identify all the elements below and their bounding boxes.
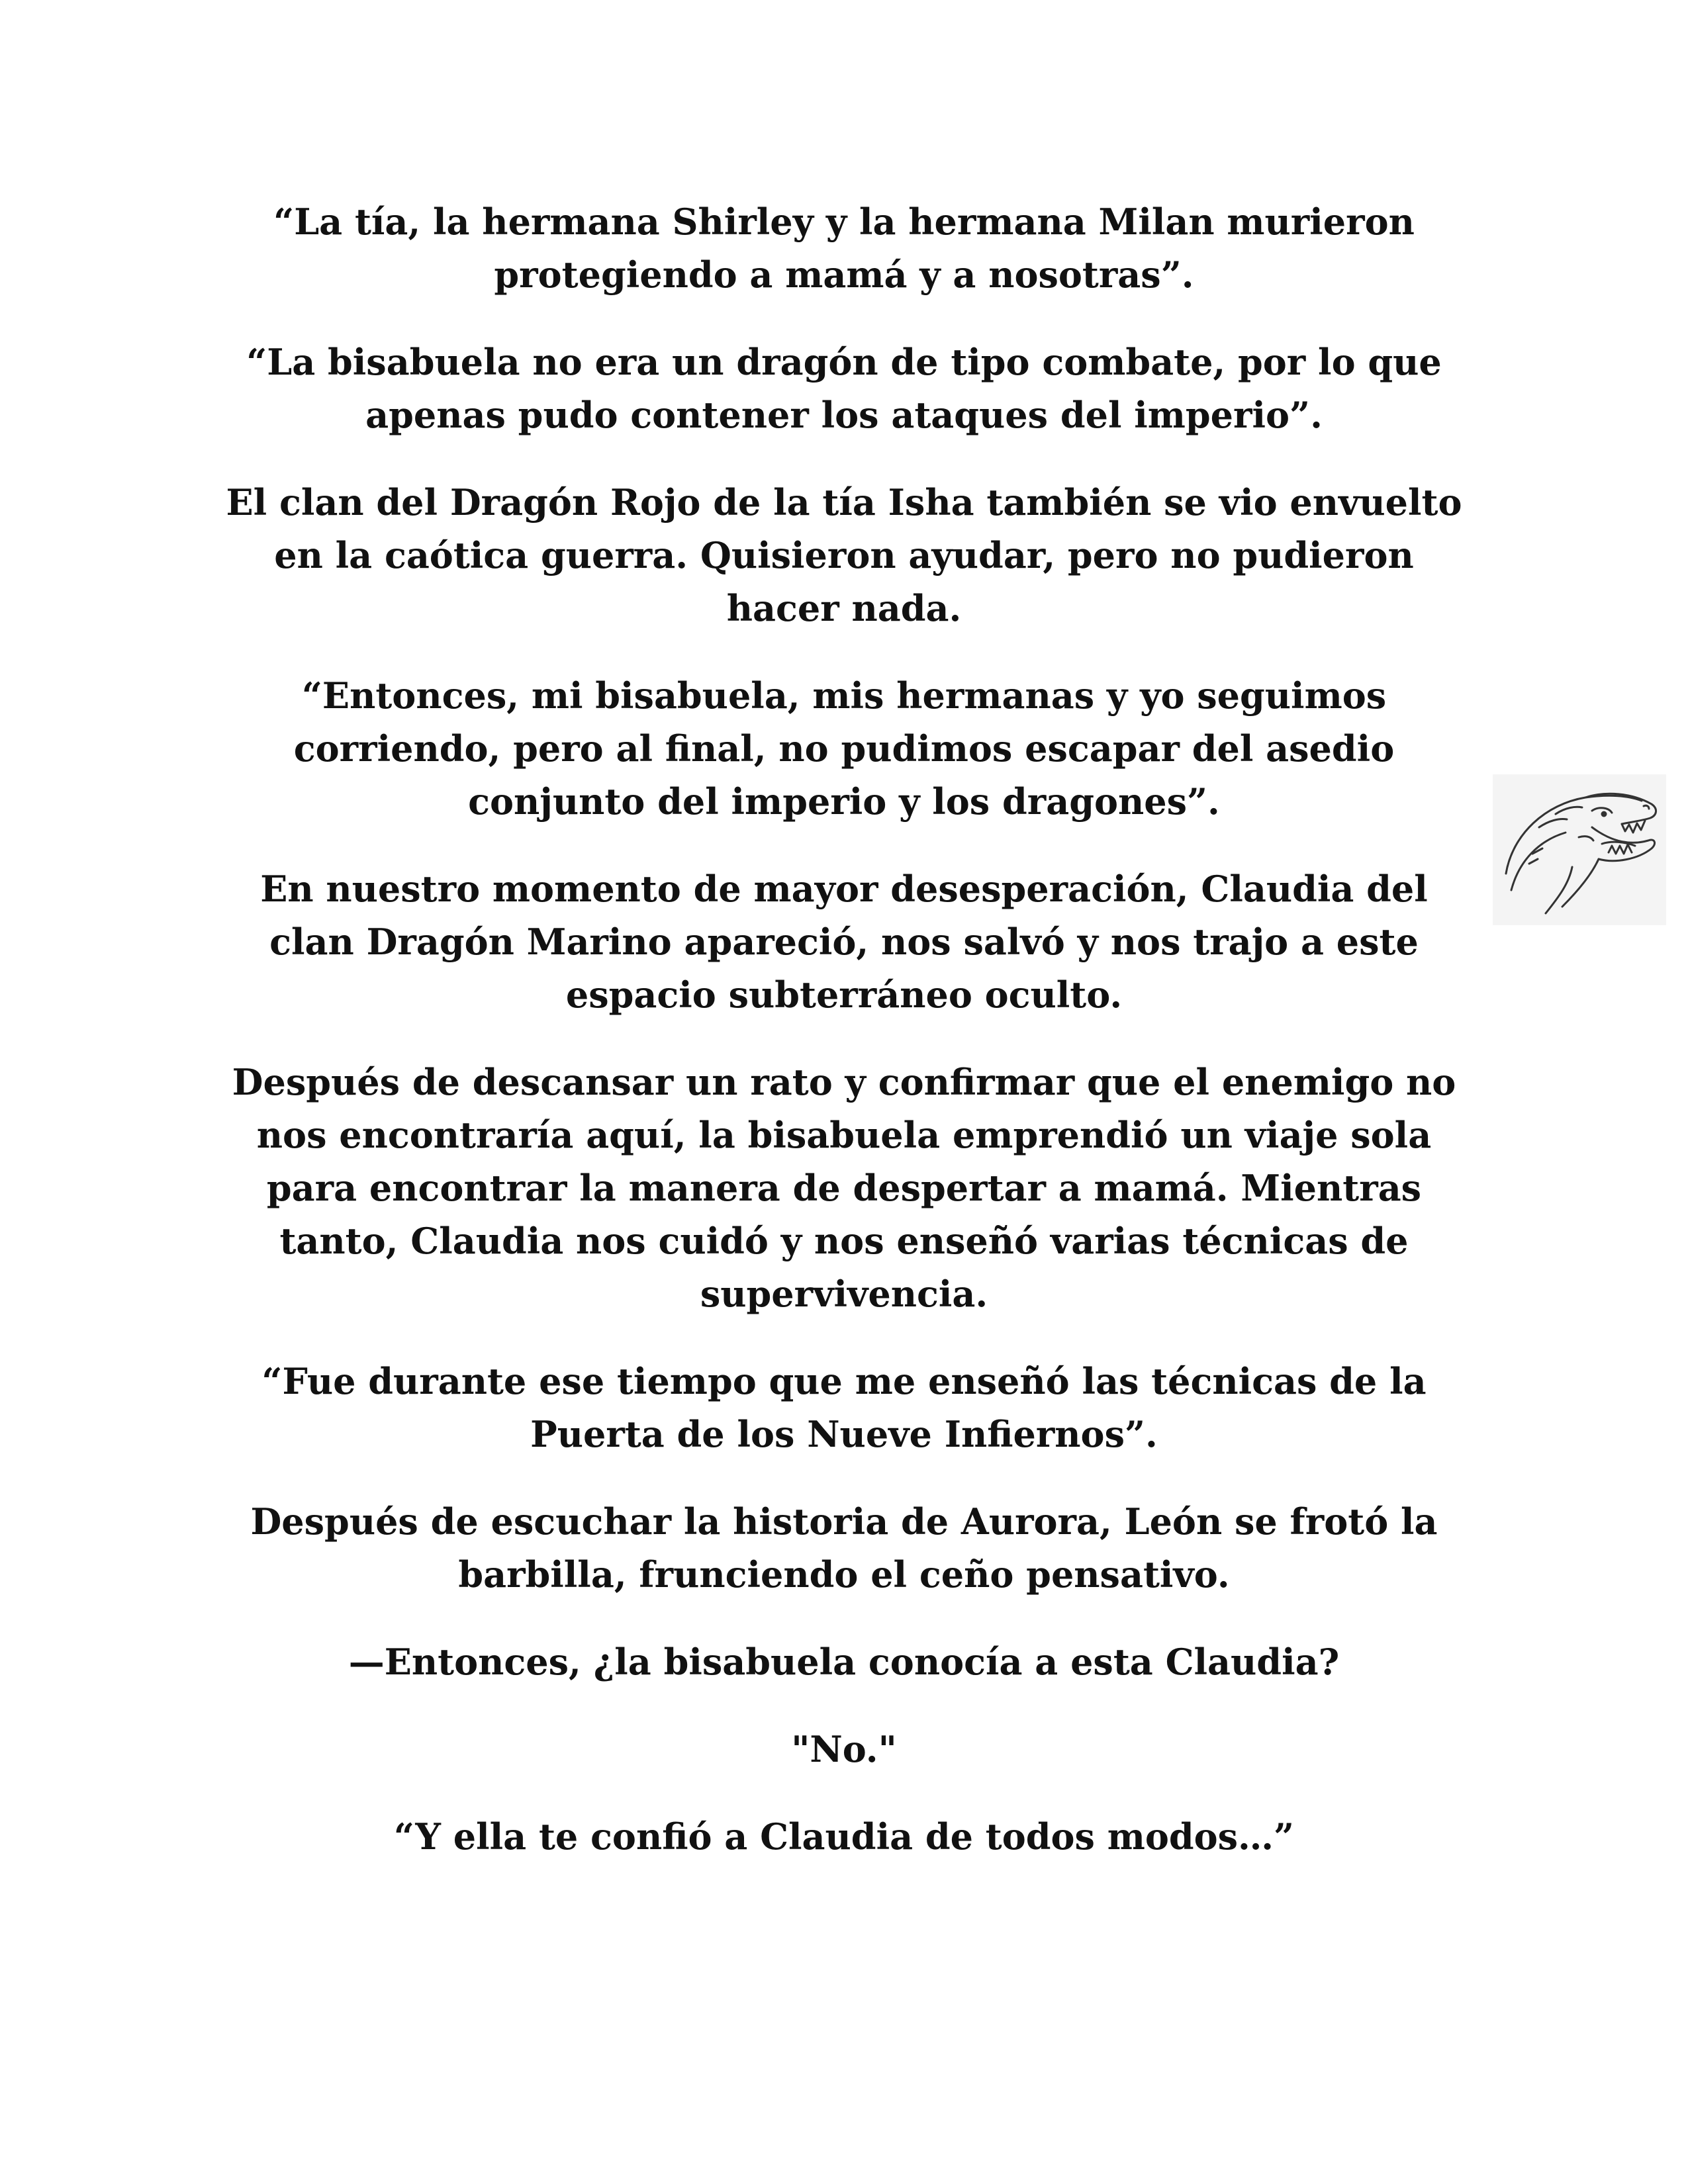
page-body xyxy=(218,195,1470,1897)
paragraph-2: “La bisabuela no era un dragón de tipo combate, por lo que apenas pudo contener los ataques del imperio”. xyxy=(246,341,1442,436)
dinosaur-head-sketch-icon xyxy=(1493,774,1666,925)
paragraph-4: “Entonces, mi bisabuela, mis hermanas y yo seguimos corriendo, pero al final, no pudimos escapar del asedio conjunto del imperio y los dragones”. xyxy=(293,674,1395,823)
paragraph-7: “Fue durante ese tiempo que me enseñó las técnicas de la Puerta de los Nueve Infiernos”. xyxy=(261,1360,1427,1455)
paragraph-10: "No." xyxy=(791,1728,897,1770)
paragraph-3: El clan del Dragón Rojo de la tía Isha también se vio envuelto en la caótica guerra. Quisieron ayudar, pero no pudieron hacer nada. xyxy=(226,481,1462,629)
paragraph-8: Después de escuchar la historia de Aurora, León se frotó la barbilla, frunciendo el ceño pensativo. xyxy=(250,1500,1438,1596)
paragraph-6: Después de descansar un rato y confirmar que el enemigo no nos encontraría aquí, la bisabuela emprendió un viaje sola para encontrar la manera de despertar a mamá. Mientras tanto, Claudia nos cuidó y nos enseñó varias técnicas de supervivencia. xyxy=(232,1061,1456,1315)
paragraph-5: En nuestro momento de mayor desesperación, Claudia del clan Dragón Marino apareció, nos salvó y nos trajo a este espacio subterráneo oculto. xyxy=(260,868,1428,1016)
paragraph-11: “Y ella te confió a Claudia de todos modos…” xyxy=(393,1815,1295,1858)
paragraph-9: —Entonces, ¿la bisabuela conocía a esta Claudia? xyxy=(348,1641,1340,1683)
paragraph-1: “La tía, la hermana Shirley y la hermana Milan murieron protegiendo a mamá y a nosotras”. xyxy=(273,201,1415,296)
